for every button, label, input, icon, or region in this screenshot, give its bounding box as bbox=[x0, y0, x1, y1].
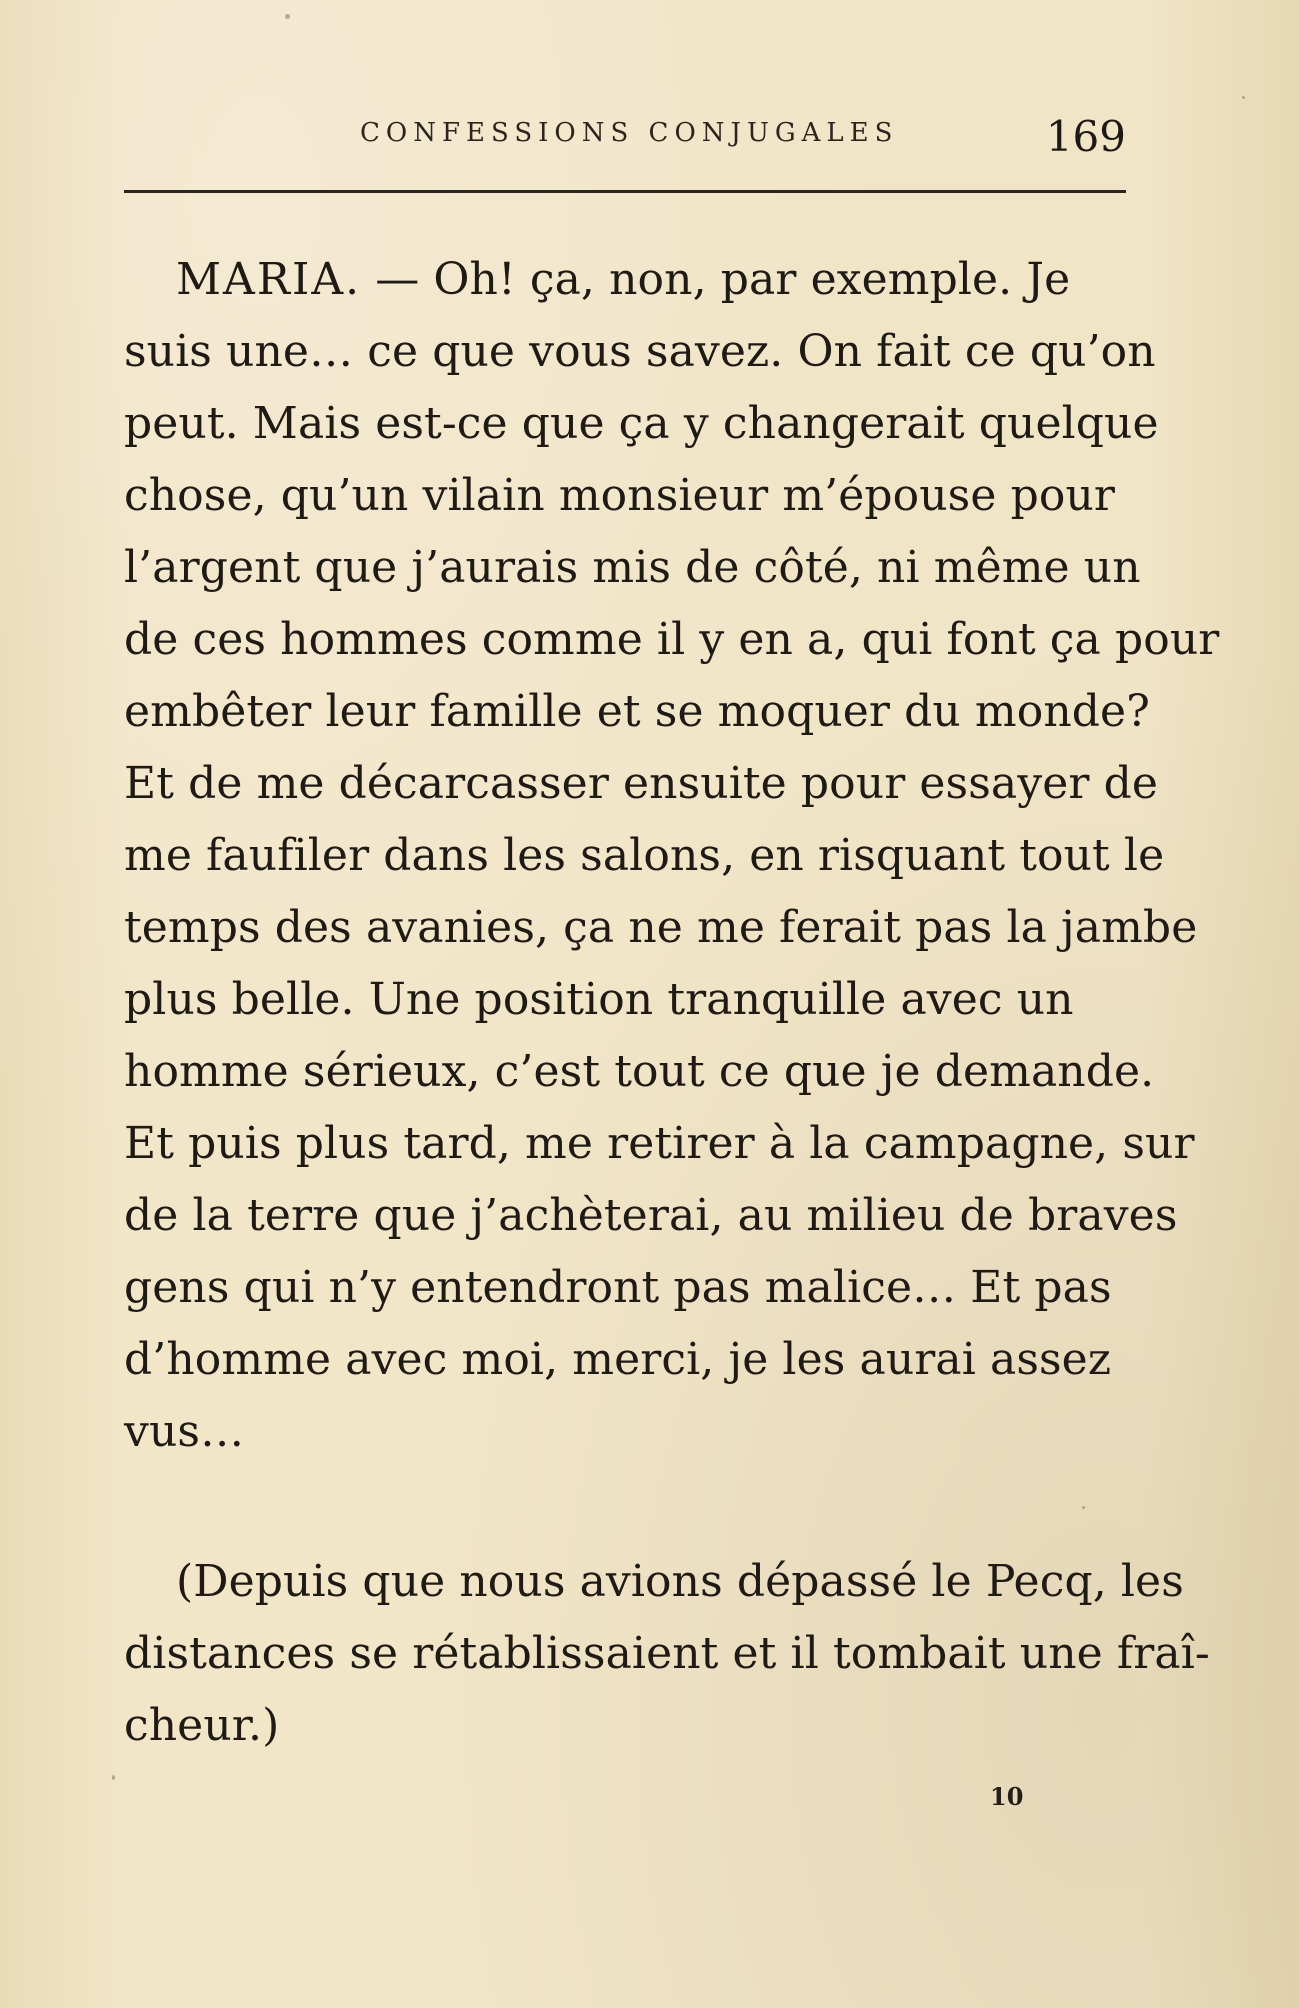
paragraph-1-line-1-rest: — Oh! ça, non, par exemple. Je bbox=[361, 254, 1071, 305]
paragraph-1-line-6: de ces hommes comme il y en a, qui font ça pour bbox=[124, 614, 1220, 665]
paragraph-2-line-3: cheur.) bbox=[124, 1700, 280, 1751]
paragraph-1-line-15: gens qui n’y entendront pas malice… Et pas bbox=[124, 1262, 1112, 1313]
paragraph-2-line-1: (Depuis que nous avions dépassé le Pecq, les bbox=[176, 1556, 1184, 1607]
paragraph-1-line-11: plus belle. Une position tranquille avec un bbox=[124, 974, 1074, 1025]
paragraph-1-line-14: de la terre que j’achèterai, au milieu de braves bbox=[124, 1190, 1178, 1241]
page-number: 169 bbox=[1045, 112, 1126, 161]
signature-mark: 10 bbox=[990, 1782, 1024, 1811]
running-title: CONFESSIONS CONJUGALES bbox=[360, 118, 899, 148]
paragraph-1-line-1 bbox=[124, 244, 1134, 316]
header-rule bbox=[124, 190, 1126, 193]
paper-speck bbox=[285, 14, 290, 19]
paper-speck bbox=[112, 1775, 115, 1780]
main-text bbox=[124, 244, 1220, 1762]
paragraph-1-line-16: d’homme avec moi, merci, je les aurai assez bbox=[124, 1334, 1112, 1385]
page-header bbox=[124, 112, 1126, 160]
paragraph-1-line-10: temps des avanies, ça ne me ferait pas la jambe bbox=[124, 902, 1198, 953]
speaker-name: MARIA. bbox=[176, 254, 362, 305]
paper-speck bbox=[1242, 96, 1245, 99]
paragraph-1-line-7: embêter leur famille et se moquer du monde? bbox=[124, 686, 1150, 737]
paragraph-2-line-2: distances se rétablissaient et il tombait une fraî- bbox=[124, 1628, 1210, 1679]
paragraph-1-line-17: vus… bbox=[124, 1406, 245, 1457]
paragraph-1-line-9: me faufiler dans les salons, en risquant tout le bbox=[124, 830, 1165, 881]
paragraph-1-line-13: Et puis plus tard, me retirer à la campagne, sur bbox=[124, 1118, 1195, 1169]
paragraph-1-line-12: homme sérieux, c’est tout ce que je demande. bbox=[124, 1046, 1155, 1097]
paragraph-1-line-8: Et de me décarcasser ensuite pour essayer de bbox=[124, 758, 1158, 809]
paragraph-gap bbox=[124, 1468, 1134, 1546]
paragraph-1-line-4: chose, qu’un vilain monsieur m’épouse pour bbox=[124, 470, 1116, 521]
paragraph-1-line-3: peut. Mais est-ce que ça y changerait quelque bbox=[124, 398, 1159, 449]
paragraph-1-line-2: suis une… ce que vous savez. On fait ce qu’on bbox=[124, 326, 1156, 377]
paper-speck bbox=[1082, 1506, 1085, 1509]
paragraph-1-line-5: l’argent que j’aurais mis de côté, ni même un bbox=[124, 542, 1141, 593]
